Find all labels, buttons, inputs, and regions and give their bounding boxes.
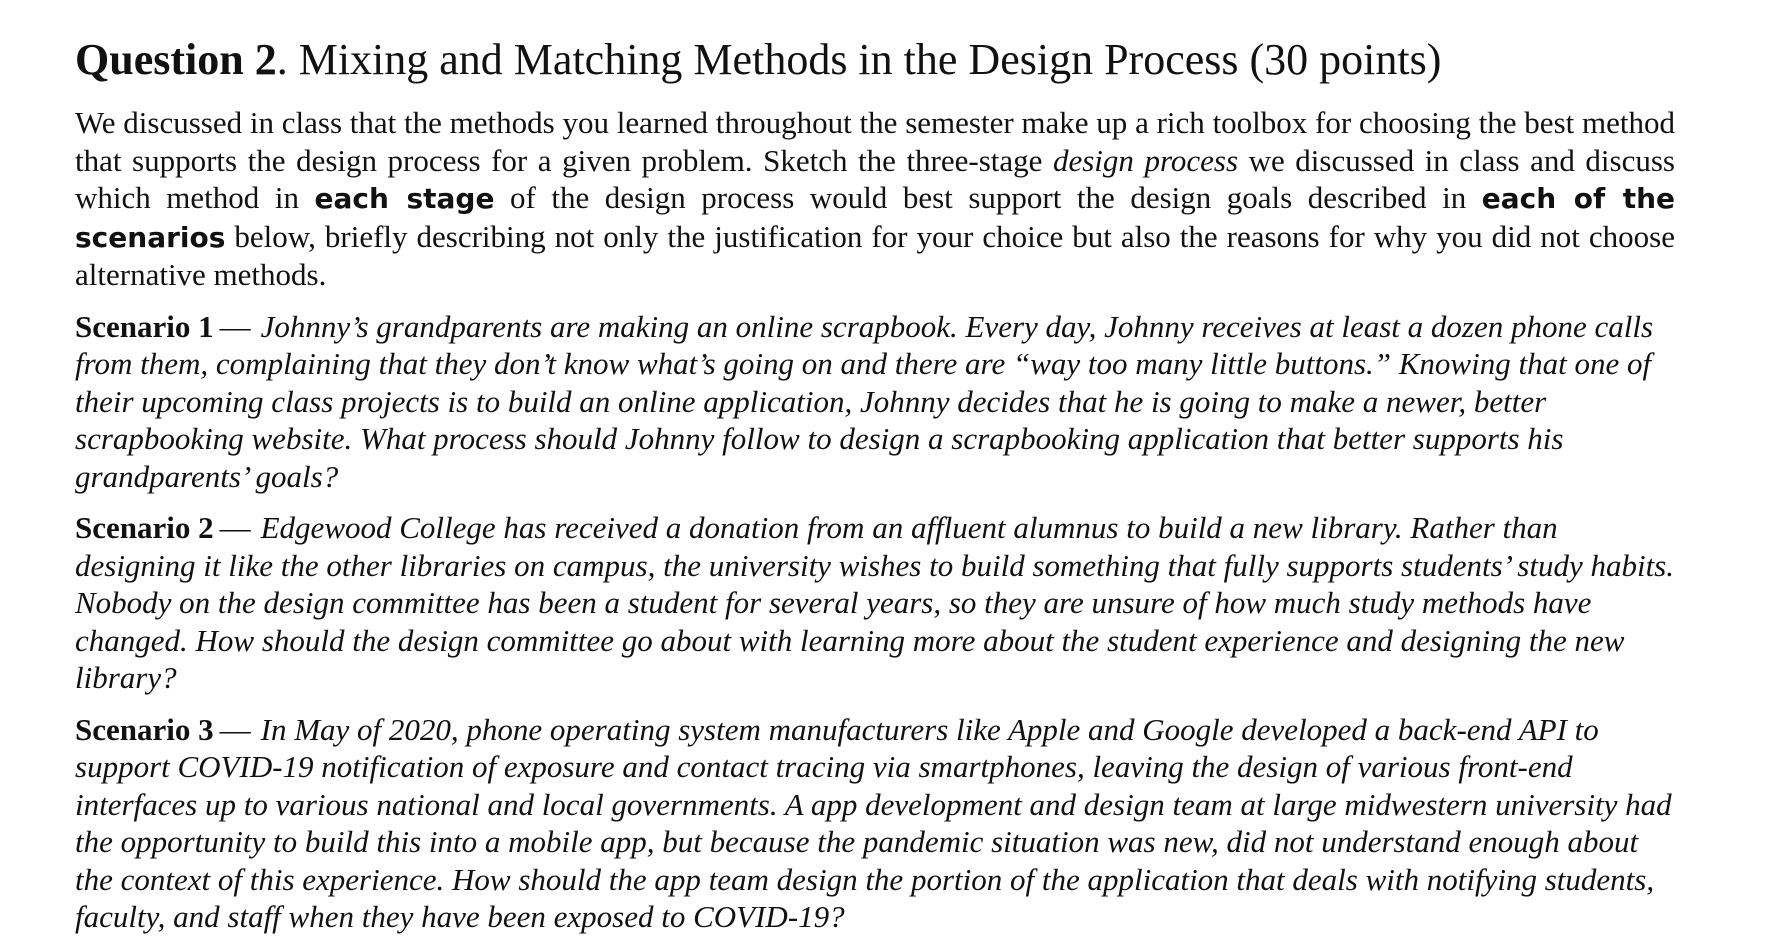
intro-text-3: of the design process would best support the design goals described in [494,180,1482,215]
scenario-text: Johnny’s grandparents are making an online scrapbook. Every day, Johnny receives at least a dozen phone calls from them, complaining that they don’t know what’s going on and there are “way too many little buttons.” Knowing that one of their upcoming class projects is to build an online application, Johnny decides that he is going to make a newer, better scrapbooking website. What process should Johnny follow to design a scrapbooking application that better supports his grandparents’ goals? [75,308,1654,494]
scenario-1 [75,308,1675,496]
scenario-text: Edgewood College has received a donation from an affluent alumnus to build a new library. Rather than designing it like the other libraries on campus, the university wishes to build something that fully supports students’ study habits. Nobody on the design committee has been a student for several years, so they are unsure of how much study methods have changed. How should the design committee go about with learning more about the student experience and designing the new library? [75,510,1674,695]
intro-text-4: below, briefly describing not only the justification for your choice but also the reasons for why you did not choose alternative methods. [75,218,1675,292]
scenario-2 [75,509,1675,697]
scenario-label: Scenario 2 [75,510,214,545]
intro-text-2: we discussed in class and discuss which method in [75,142,1675,215]
document-page [75,30,1675,950]
question-title-text: . Mixing and Matching Methods in the Design Process (30 points) [276,35,1442,84]
intro-text-1: We discussed in class that the methods you learned throughout the semester make up a rich toolbox for choosing the best method that supports the design process for a given problem. Sketch the three-stage [75,105,1675,178]
scenario-text: In May of 2020, phone operating system manufacturers like Apple and Google developed a back-end API to support COVID-19 notification of exposure and contact tracing via smartphones, leaving the design of various front-end interfaces up to various national and local governments. A app development and design team at large midwestern university had the opportunity to build this into a mobile app, but because the pandemic situation was new, did not understand enough about the context of this experience. How should the app team design the portion of the application that deals with notifying students, faculty, and staff when they have been exposed to COVID-19? [75,711,1672,934]
scenario-3 [75,711,1675,936]
intro-emphasis: design process [1052,142,1239,178]
question-label: Question 2 [75,35,277,84]
intro-bold-each-stage: each stage [314,182,495,215]
intro-bold-each-scenario: each of the scenarios [75,182,1676,254]
scenario-dash: — [219,711,251,747]
scenario-dash: — [219,308,251,344]
question-title [75,30,1675,90]
scenario-label: Scenario 1 [75,308,214,344]
scenario-label: Scenario 3 [75,711,214,747]
question-instructions [75,104,1675,294]
scenario-dash: — [219,510,251,545]
